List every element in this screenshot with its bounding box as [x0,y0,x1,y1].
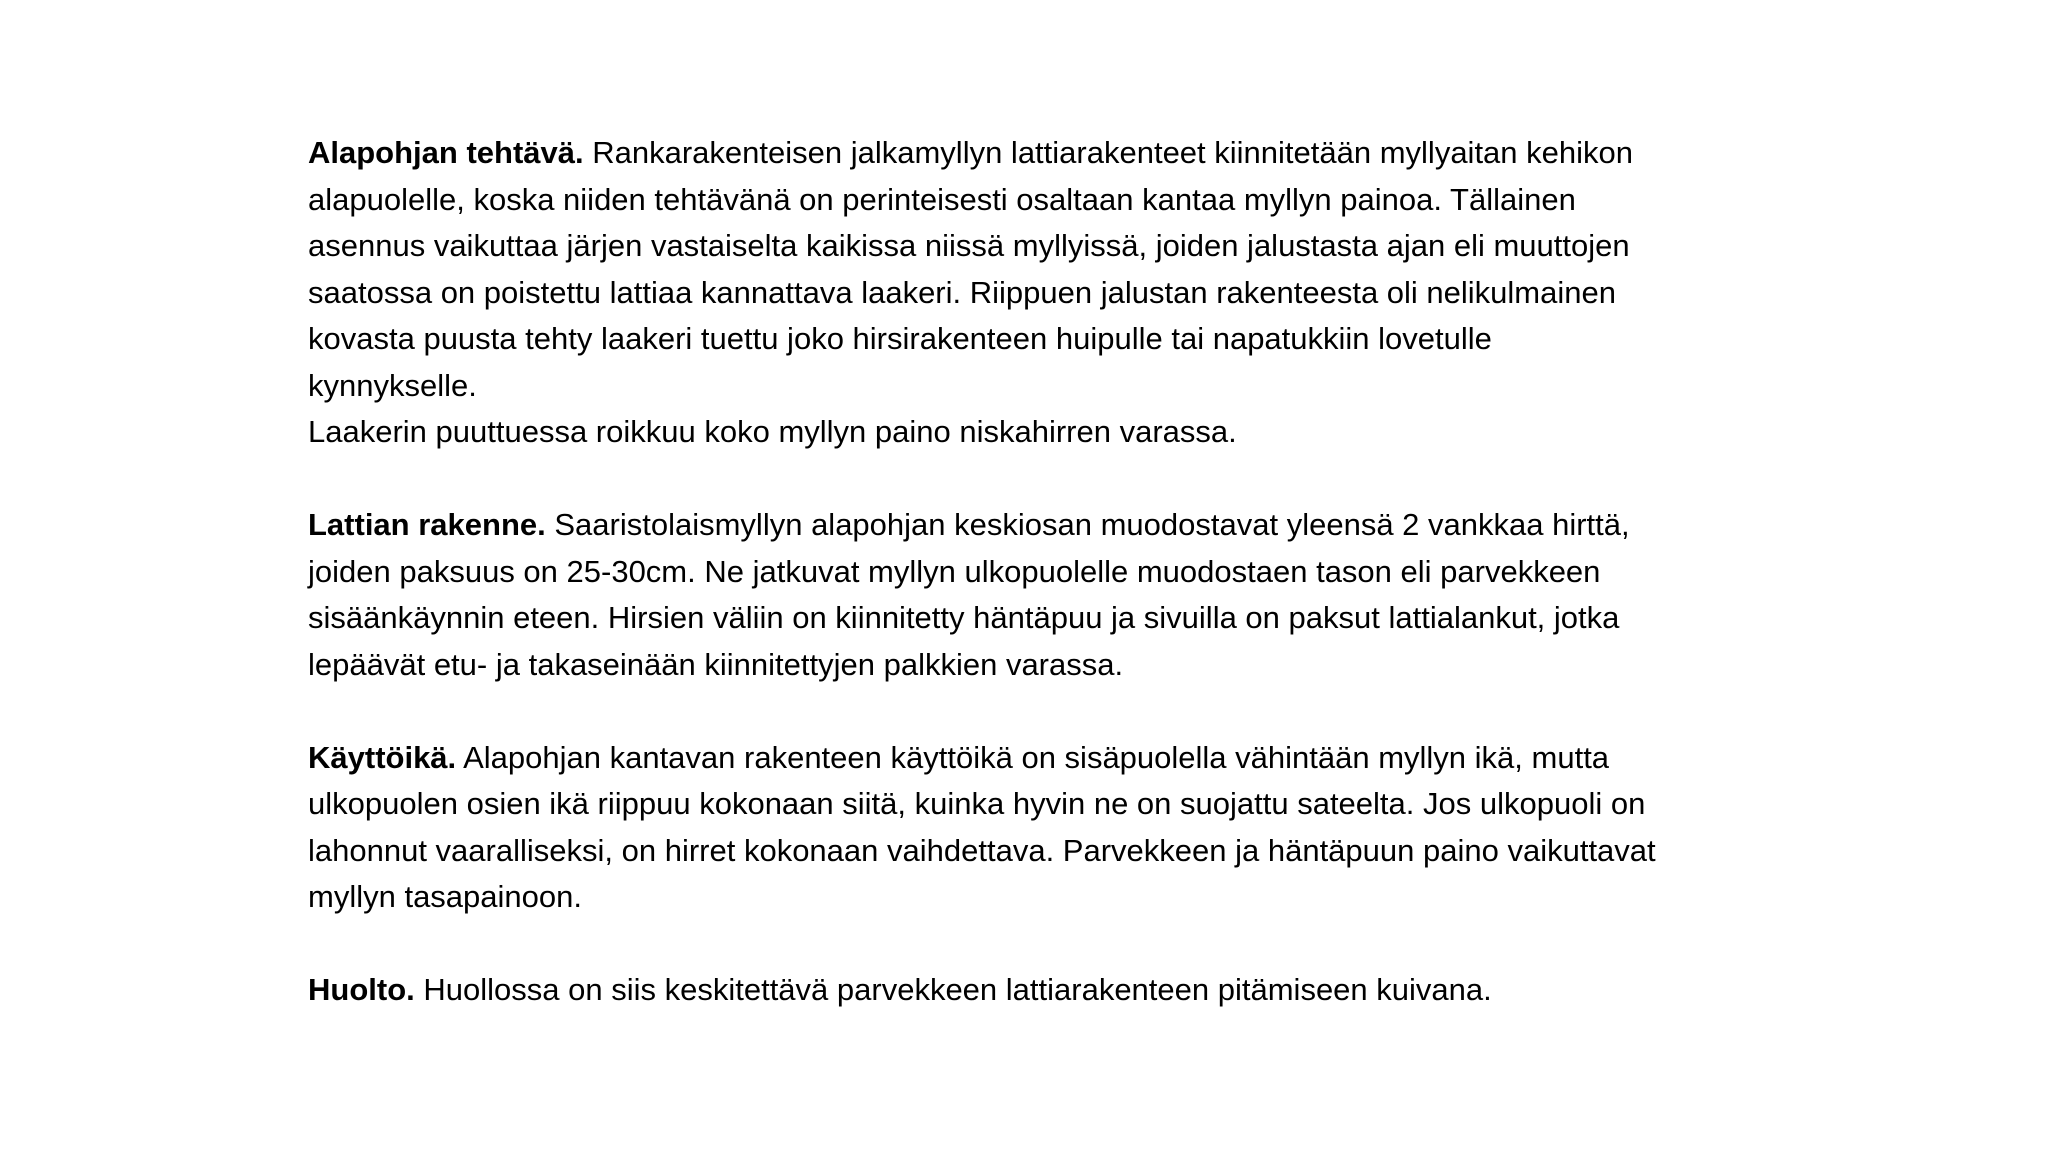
section-lattian-rakenne [308,502,1888,688]
text-line: alapuolelle, koska niiden tehtävänä on perinteisesti osaltaan kantaa myllyn painoa. Tällainen [308,181,1576,217]
text-line: sisäänkäynnin eteen. Hirsien väliin on kiinnitetty häntäpuu ja sivuilla on paksut lattialankut, jotka [308,600,1620,635]
section-heading: Käyttöikä. [308,739,457,775]
section-text: Huollossa on siis keskitettävä parvekkeen lattiarakenteen pitämiseen kuivana. [423,972,1492,1007]
text-line: joiden paksuus on 25-30cm. Ne jatkuvat myllyn ulkopuolelle muodostaen tason eli parvekkeen [308,553,1601,589]
section-huolto [308,967,1888,1014]
text-line [308,130,1888,177]
text-line [308,735,1888,782]
section-heading: Lattian rakenne. [308,507,546,542]
paragraph-gap [308,921,1888,968]
section-text: Rankarakenteisen jalkamyllyn lattiarakenteet kiinnitetään myllyaitan kehikon [592,135,1634,170]
section-heading: Huolto. [308,972,415,1007]
text-line: asennus vaikuttaa järjen vastaiselta kaikissa niissä myllyissä, joiden jalustasta ajan eli muuttojen [308,228,1630,263]
section-kayttoika [308,735,1888,921]
text-line: kovasta puusta tehty laakeri tuettu joko hirsirakenteen huipulle tai napatukkiin lovetulle [308,321,1492,356]
text-body [308,130,1888,1014]
text-line: saatossa on poistettu lattiaa kannattava laakeri. Riippuen jalustan rakenteesta oli nelikulmainen [308,274,1616,310]
text-line: Laakerin puuttuessa roikkuu koko myllyn paino niskahirren varassa. [308,414,1237,449]
text-line [308,502,1888,549]
section-text: Alapohjan kantavan rakenteen käyttöikä on sisäpuolella vähintään myllyn ikä, mutta [463,739,1610,775]
section-heading: Alapohjan tehtävä. [308,135,584,170]
text-line: kynnykselle. [308,367,477,403]
section-text: Saaristolaismyllyn alapohjan keskiosan muodostavat yleensä 2 vankkaa hirttä, [554,507,1630,542]
text-line: ulkopuolen osien ikä riippuu kokonaan siitä, kuinka hyvin ne on suojattu sateelta. Jos ulkopuoli on [308,786,1646,821]
text-line: lahonnut vaaralliseksi, on hirret kokonaan vaihdettava. Parvekkeen ja häntäpuun paino vaikuttavat [308,832,1656,868]
text-line [308,967,1888,1014]
section-alapohjan-tehtava [308,130,1888,456]
text-line: myllyn tasapainoon. [308,879,582,914]
paragraph-gap [308,688,1888,735]
paragraph-gap [308,456,1888,503]
text-line: lepäävät etu- ja takaseinään kiinnitettyjen palkkien varassa. [308,646,1124,682]
